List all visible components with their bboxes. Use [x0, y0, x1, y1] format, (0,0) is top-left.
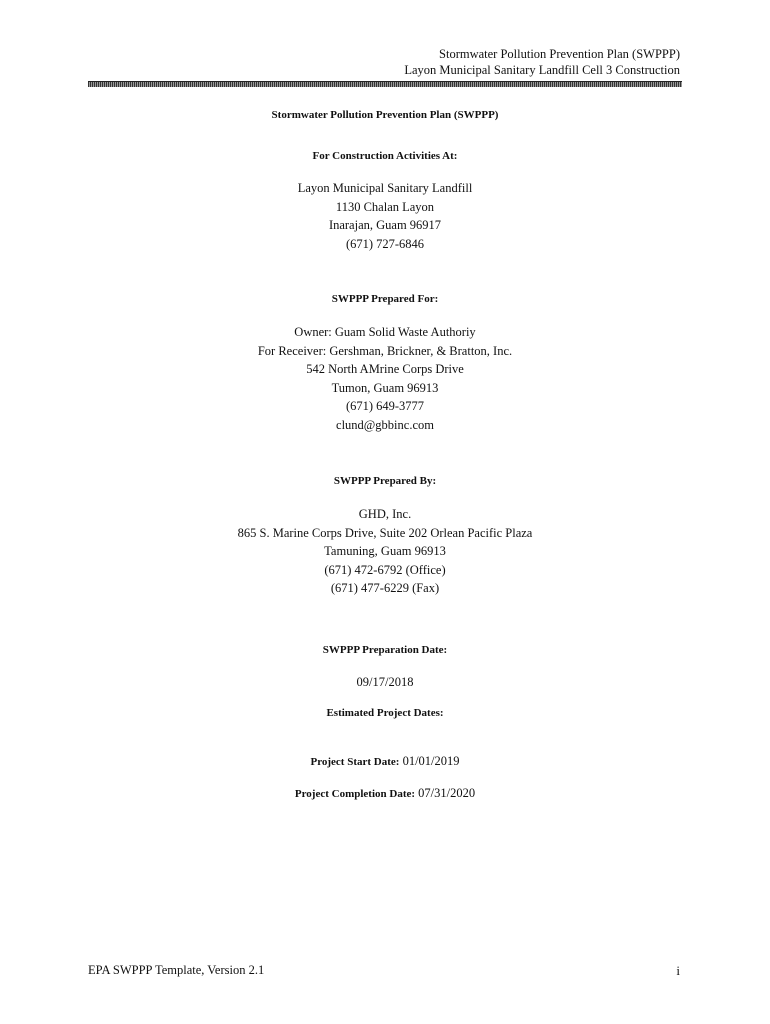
prepared-by-office-phone: (671) 472-6792 (Office)	[324, 562, 446, 577]
site-name: Layon Municipal Sanitary Landfill	[297, 181, 473, 195]
site-phone: (671) 727-6846	[345, 236, 425, 251]
prepared-for-block	[88, 323, 682, 434]
prepared-by-block	[88, 505, 682, 598]
prepared-by-street: 865 S. Marine Corps Drive, Suite 202 Orlean Pacific Plaza	[237, 525, 533, 540]
prepared-for-street: 542 North AMrine Corps Drive	[306, 362, 464, 376]
preparation-date: 09/17/2018	[356, 675, 414, 689]
prepared-by-city: Tamuning, Guam 96913	[324, 544, 446, 558]
prepared-for-city: Tumon, Guam 96913	[331, 380, 439, 395]
prepared-for-phone: (671) 649-3777	[345, 399, 425, 413]
header-line-1: Stormwater Pollution Prevention Plan (SWPPP)	[439, 47, 680, 61]
header-line-2: Layon Municipal Sanitary Landfill Cell 3 Construction	[404, 63, 680, 77]
project-start-date: 01/01/2019	[402, 754, 460, 768]
project-completion-line	[88, 784, 682, 804]
footer-template-version: EPA SWPPP Template, Version 2.1	[88, 963, 265, 977]
owner-line: Owner: Guam Solid Waste Authoriy	[294, 325, 476, 339]
prepared-by-fax: (671) 477-6229 (Fax)	[330, 581, 440, 595]
project-completion-label: Project Completion Date:	[294, 788, 416, 800]
project-completion-date: 07/31/2020	[418, 786, 476, 800]
prepared-for-heading: SWPPP Prepared For:	[331, 293, 439, 305]
project-start-label: Project Start Date:	[310, 756, 400, 768]
construction-heading: For Construction Activities At:	[312, 150, 458, 162]
receiver-line: For Receiver: Gershman, Brickner, & Bratton, Inc.	[257, 343, 513, 358]
prepared-by-heading: SWPPP Prepared By:	[333, 475, 437, 487]
running-header	[404, 46, 680, 78]
prepared-by-company: GHD, Inc.	[358, 507, 412, 521]
header-rule	[88, 81, 682, 87]
estimated-dates-heading: Estimated Project Dates:	[326, 707, 444, 719]
site-address-block	[88, 179, 682, 253]
footer-page-number: i	[676, 963, 680, 978]
site-city: Inarajan, Guam 96917	[328, 218, 442, 232]
document-title: Stormwater Pollution Prevention Plan (SWPPP)	[271, 109, 499, 121]
prepared-for-email: clund@gbbinc.com	[336, 417, 434, 432]
preparation-date-heading: SWPPP Preparation Date:	[322, 644, 448, 656]
site-street: 1130 Chalan Layon	[335, 199, 435, 214]
project-start-line	[88, 752, 682, 772]
